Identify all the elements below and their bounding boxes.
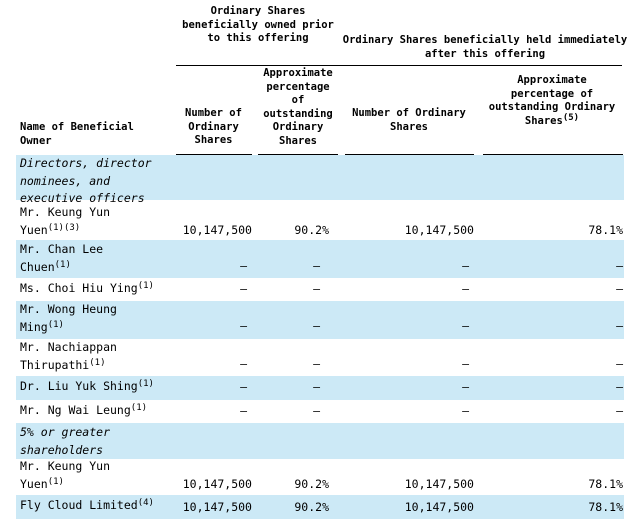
table-cell-num-prior: 10,147,500 (182, 223, 252, 237)
footnote-ref: (1) (137, 281, 154, 291)
table-cell-num-prior: — (240, 404, 247, 418)
table-cell-pct-prior: — (313, 380, 320, 394)
table-row-name: Mr. Ng Wai Leung$^{(1)}$ (20, 403, 148, 417)
table-cell-pct-after: — (616, 319, 623, 333)
footnote-ref: (1) (47, 476, 64, 487)
header-group-after: Ordinary Shares beneficially held immediately after this offering (342, 34, 628, 60)
header-col-pct-after-text: Approximate percentage of outstanding Ordinary Shares (488, 74, 616, 127)
header-col-pct-after-note: (5) (562, 112, 580, 123)
header-col-pct-after (483, 74, 621, 128)
table-cell-pct-prior: 90.2% (294, 223, 329, 237)
table-cell-num-after: — (462, 357, 469, 371)
table-cell-num-after: 10,147,500 (404, 477, 474, 491)
table-cell-pct-after: 78.1% (588, 477, 623, 491)
table-cell-pct-prior: — (313, 259, 320, 273)
table-cell-pct-after: — (616, 357, 623, 371)
table-cell-num-after: 10,147,500 (404, 223, 474, 237)
table-cell-num-prior: 10,147,500 (182, 477, 252, 491)
footnote-ref: (1)(3) (47, 222, 81, 233)
table-cell-pct-after: 78.1% (588, 500, 623, 514)
table-cell-num-prior: 10,147,500 (182, 500, 252, 514)
header-col-num-after: Number of Ordinary Shares (352, 107, 466, 133)
table-cell-pct-after: — (616, 404, 623, 418)
table-row-name: Mr. Chan Lee Chuen$^{(1)}$ (20, 242, 104, 274)
table-row-name: Mr. Keung Yun Yuen$^{(1)(3)}$ (20, 205, 111, 237)
table-cell-num-after: — (462, 404, 469, 418)
section-label-directors: Directors, director nominees, and executive officers (20, 156, 152, 205)
table-row-name: Fly Cloud Limited$^{(4)}$ (20, 498, 154, 512)
table-cell-pct-prior: — (313, 282, 320, 296)
table-cell-pct-prior: — (313, 357, 320, 371)
table-cell-num-prior: — (240, 357, 247, 371)
section-label-holders: 5% or greater shareholders (20, 425, 111, 457)
footnote-ref: (1) (130, 403, 148, 413)
table-cell-pct-prior: 90.2% (294, 477, 329, 491)
table-cell-num-prior: — (240, 282, 247, 296)
header-group-rule (176, 65, 622, 66)
header-group-prior: Ordinary Shares beneficially owned prior to this offering (182, 5, 334, 44)
header-col-pct-prior: Approximate percentage of outstanding Ordinary Shares (263, 67, 333, 147)
table-cell-num-prior: — (240, 319, 247, 333)
footnote-ref: (4) (137, 498, 154, 508)
table-cell-pct-after: — (616, 282, 623, 296)
table-cell-num-prior: — (240, 380, 247, 394)
table-row-name: Mr. Wong Heung Ming$^{(1)}$ (20, 302, 117, 334)
table-cell-pct-after: — (616, 259, 623, 273)
table-row-name: Ms. Choi Hiu Ying$^{(1)}$ (20, 281, 154, 295)
header-col-num-prior: Number of Ordinary Shares (185, 107, 242, 146)
table-cell-pct-after: — (616, 380, 623, 394)
table-cell-num-after: — (462, 282, 469, 296)
table-cell-pct-after: 78.1% (588, 223, 623, 237)
table-row-name: Mr. Keung Yun Yuen$^{(1)}$ (20, 459, 111, 491)
table-cell-pct-prior: 90.2% (294, 500, 329, 514)
table-cell-pct-prior: — (313, 319, 320, 333)
table-row-name: Mr. Nachiappan Thirupathi$^{(1)}$ (20, 340, 117, 372)
footnote-ref: (1) (89, 357, 106, 368)
table-cell-pct-prior: — (313, 404, 320, 418)
header-col-name: Name of Beneficial Owner (20, 121, 134, 147)
footnote-ref: (1) (137, 379, 154, 389)
table-cell-num-after: — (462, 380, 469, 394)
footnote-ref: (1) (47, 319, 64, 330)
table-cell-num-after: 10,147,500 (404, 500, 474, 514)
table-cell-num-after: — (462, 319, 469, 333)
table-cell-num-after: — (462, 259, 469, 273)
table-cell-num-prior: — (240, 259, 247, 273)
table-row-name: Dr. Liu Yuk Shing$^{(1)}$ (20, 379, 154, 393)
footnote-ref: (1) (54, 259, 71, 270)
